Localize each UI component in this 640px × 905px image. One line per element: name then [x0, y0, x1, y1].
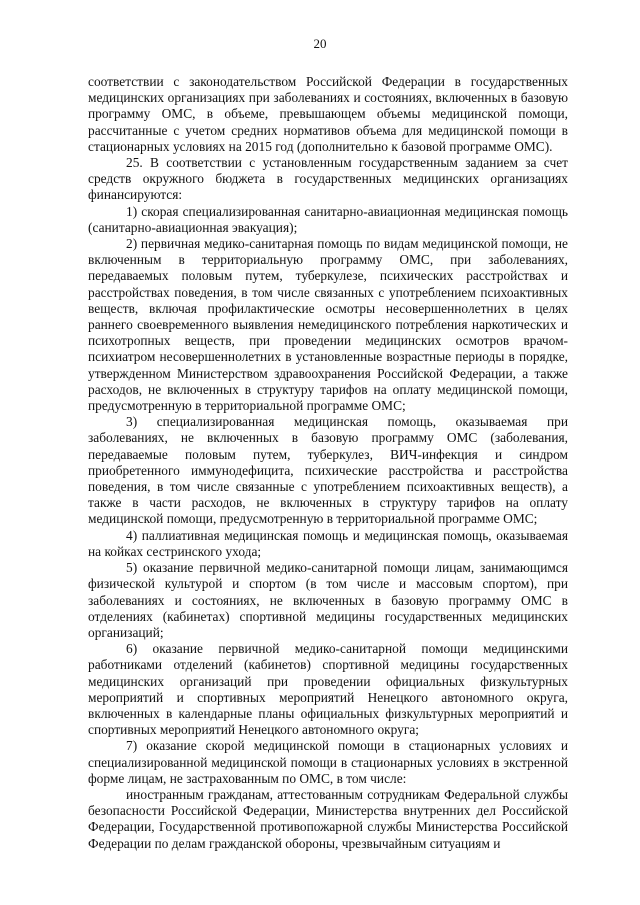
document-body — [88, 74, 568, 852]
list-item-4: 4) паллиативная медицинская помощь и медицинская помощь, оказываемая на койках сестринского ухода; — [88, 527, 568, 559]
list-subitem-foreign-citizens: иностранным гражданам, аттестованным сотрудникам Федеральной службы безопасности Российской Федерации, Министерства внутренних дел Российской Федерации, Государственной противопожарной службы Министерства Российской Федерации по делам гражданской обороны, чрезвычайным ситуациям и — [88, 786, 568, 851]
list-item-3: 3) специализированная медицинская помощь, оказываемая при заболеваниях, не включенных в базовую программу ОМС (заболевания, передаваемые половым путем, туберкулез, ВИЧ-инфекция и синдром приобретенного иммунодефицита, психические расстройства и расстройства поведения, в том числе связанные с употреблением психоактивных веществ), а также в части расходов, не включенных в структуру тарифов на оплату медицинской помощи, предусмотренную в территориальной программе ОМС; — [88, 414, 568, 527]
list-item-7: 7) оказание скорой медицинской помощи в стационарных условиях и специализированной медицинской помощи в стационарных условиях в экстренной форме лицам, не застрахованным по ОМС, в том числе: — [88, 738, 568, 786]
page-number: 20 — [313, 36, 327, 51]
paragraph-item-25: 25. В соответствии с установленным государственным заданием за счет средств окружного бюджета в государственных медицинских организациях финансируются: — [88, 155, 568, 203]
list-item-2: 2) первичная медико-санитарная помощь по видам медицинской помощи, не включенным в территориальную программу ОМС, при заболеваниях, передаваемых половым путем, туберкулезе, психических расстройствах и расстройствах поведения, в том числе связанных с употреблением психоактивных веществ, включая профилактические осмотры несовершеннолетних в целях раннего своевременного выявления немедицинского потребления наркотических и психотропных веществ, при проведении медицинских осмотров врачом-психиатром несовершеннолетних в установленные возрастные периоды в порядке, утвержденном Министерством здравоохранения Российской Федерации, а также расходов, не включенных в структуру тарифов на оплату медицинской помощи, предусмотренную в территориальной программе ОМС; — [88, 236, 568, 414]
paragraph-continuation: соответствии с законодательством Российской Федерации в государственных медицинских организациях при заболеваниях и состояниях, включенных в базовую программу ОМС, в объеме, превышающем объемы медицинской помощи, рассчитанные с учетом средних нормативов объема для медицинской помощи в стационарных условиях на 2015 год (дополнительно к базовой программе ОМС). — [88, 74, 568, 154]
list-item-5: 5) оказание первичной медико-санитарной помощи лицам, занимающимся физической культурой и спортом (в том числе и массовым спортом), при заболеваниях и состояниях, не включенных в базовую программу ОМС в отделениях (кабинетах) спортивной медицины государственных медицинских организаций; — [88, 560, 568, 640]
list-item-1: 1) скорая специализированная санитарно-авиационная медицинская помощь (санитарно-авиационная эвакуация); — [88, 203, 568, 235]
list-item-6: 6) оказание первичной медико-санитарной помощи медицинскими работниками отделений (кабинетов) спортивной медицины государственных медицинских организаций при проведении официальных физкультурных мероприятий и спортивных мероприятий Ненецкого автономного округа, включенных в календарные планы официальных физкультурных мероприятий и спортивных мероприятий Ненецкого автономного округа; — [88, 641, 568, 738]
